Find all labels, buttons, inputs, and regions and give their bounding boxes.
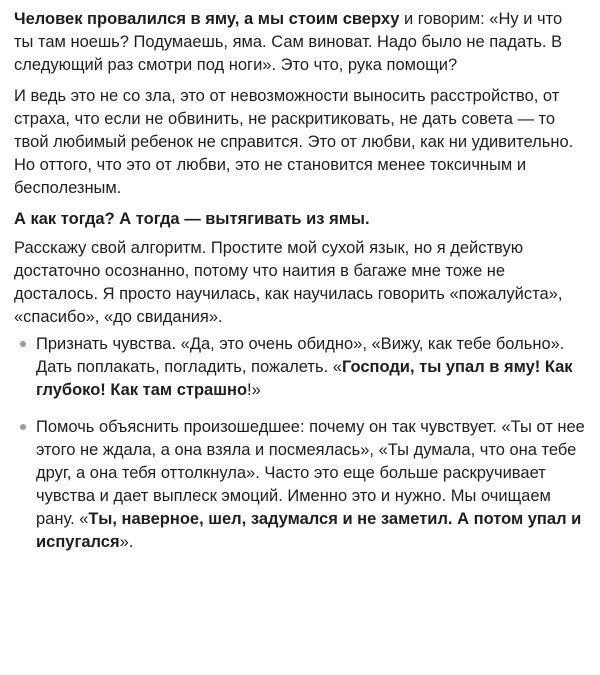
list-item-text: Помочь объяснить произошедшее: почему он так чувствует. «Ты от нее этого не ждала, а она взяла и посмеялась», «Ты думала, что она тебе друг, а она тебя оттолкнула». Часто это еще больше раскручивает чувства и дает выплеск эмоций. Именно это и нужно. Мы очищаем рану. « <box>36 418 585 528</box>
steps-list <box>14 333 586 554</box>
list-item-bold-text: Господи, ты упал в яму! Как глубоко! Как там страшно <box>36 358 573 399</box>
section-heading: А как тогда? А тогда — вытягивать из ямы. <box>14 210 370 228</box>
paragraph-reflection: И ведь это не со зла, это от невозможности выносить расстройство, от страха, что если не обвинить, не раскритиковать, не дать совета — то твой любимый ребенок не справится. Это от любви, как ни удивительно. Но оттого, что это от любви, это не становится менее токсичным и бесполезным. <box>14 87 574 197</box>
bullet-icon <box>20 424 26 430</box>
intro-bold-text: Человек провалился в яму, а мы стоим сверху <box>14 10 400 28</box>
list-item-tail: ». <box>119 533 134 551</box>
paragraph-intro <box>14 8 586 77</box>
list-item-text: Признать чувства. «Да, это очень обидно», «Вижу, как тебе больно». Дать поплакать, погладить, пожалеть. « <box>36 335 565 376</box>
intro-text: и говорим: «Ну и что ты там ноешь? Подумаешь, яма. Сам виноват. Надо было не падать. В следующий раз смотри под ноги». Это что, рука помощи? <box>14 10 563 74</box>
list-item <box>14 333 586 402</box>
list-item-tail: !» <box>247 381 261 399</box>
bullet-icon <box>20 341 26 347</box>
list-item-bold-text: Ты, наверное, шел, задумался и не заметил. А потом упал и испугался <box>36 510 582 551</box>
list-item <box>14 416 586 554</box>
paragraph-algorithm: Расскажу свой алгоритм. Простите мой сухой язык, но я действую достаточно осознанно, потому что наития в багаже мне тоже не досталось. Я просто научилась, как научилась говорить «пожалуйста», «спасибо», «до свидания». <box>14 239 563 326</box>
